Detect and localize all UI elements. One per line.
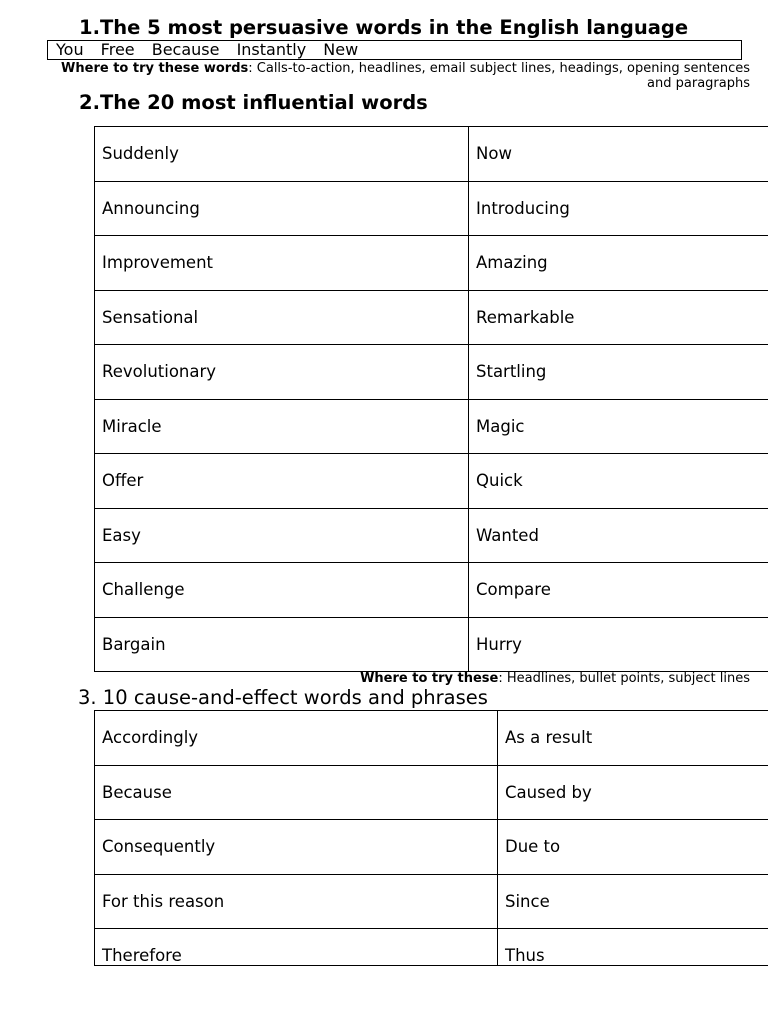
table-row bbox=[95, 345, 768, 400]
table-cell: Consequently bbox=[95, 820, 498, 875]
table-cell: Accordingly bbox=[95, 711, 498, 766]
table-row bbox=[95, 929, 768, 966]
table-row bbox=[95, 765, 768, 820]
table-row bbox=[95, 236, 768, 291]
table-cell: Sensational bbox=[95, 290, 469, 345]
section3-title: 3. 10 cause-and-effect words and phrases bbox=[78, 686, 488, 709]
table-cell: Startling bbox=[469, 345, 768, 400]
table-cell: Improvement bbox=[95, 236, 469, 291]
tip-label: Where to try these bbox=[360, 671, 499, 686]
tip-text: : Headlines, bullet points, subject lines bbox=[498, 671, 750, 686]
tip-text: : Calls-to-action, headlines, email subject lines, headings, opening sentences and paragraphs bbox=[248, 61, 750, 91]
table-cell: Since bbox=[498, 874, 768, 929]
table-cell: Bargain bbox=[95, 617, 469, 672]
persuasive-word: New bbox=[323, 40, 359, 59]
section2-usage-tip bbox=[150, 671, 750, 686]
table-cell: Now bbox=[469, 127, 768, 182]
persuasive-word: Free bbox=[100, 40, 135, 59]
tip-label: Where to try these words bbox=[61, 61, 249, 76]
table-cell: Therefore bbox=[95, 929, 498, 966]
persuasive-word: You bbox=[56, 40, 84, 59]
table-row bbox=[95, 874, 768, 929]
table-cell: Suddenly bbox=[95, 127, 469, 182]
table-cell: Because bbox=[95, 765, 498, 820]
persuasive-word: Instantly bbox=[236, 40, 307, 59]
table-cell: Compare bbox=[469, 563, 768, 618]
table-cell: Challenge bbox=[95, 563, 469, 618]
table-cell: Miracle bbox=[95, 399, 469, 454]
table-row bbox=[95, 181, 768, 236]
table-row bbox=[95, 617, 768, 672]
table-row bbox=[95, 127, 768, 182]
section1-usage-tip bbox=[50, 61, 750, 91]
table-cell: Offer bbox=[95, 454, 469, 509]
cause-effect-table bbox=[94, 710, 768, 966]
persuasive-words-box bbox=[47, 40, 742, 60]
table-row bbox=[95, 399, 768, 454]
table-cell: As a result bbox=[498, 711, 768, 766]
table-cell: Introducing bbox=[469, 181, 768, 236]
table-cell: Quick bbox=[469, 454, 768, 509]
table-cell: Wanted bbox=[469, 508, 768, 563]
table-row bbox=[95, 454, 768, 509]
section1-title: 1.The 5 most persuasive words in the English language bbox=[79, 16, 689, 39]
persuasive-word: Because bbox=[151, 40, 220, 59]
section2-title: 2.The 20 most influential words bbox=[79, 91, 428, 114]
table-row bbox=[95, 711, 768, 766]
table-row bbox=[95, 820, 768, 875]
table-row bbox=[95, 563, 768, 618]
table-cell: Revolutionary bbox=[95, 345, 469, 400]
influential-words-table bbox=[94, 126, 768, 672]
table-cell: Magic bbox=[469, 399, 768, 454]
table-cell: Hurry bbox=[469, 617, 768, 672]
table-cell: Due to bbox=[498, 820, 768, 875]
table-cell: Caused by bbox=[498, 765, 768, 820]
table-cell: For this reason bbox=[95, 874, 498, 929]
table-row bbox=[95, 290, 768, 345]
table-cell: Amazing bbox=[469, 236, 768, 291]
table-cell: Remarkable bbox=[469, 290, 768, 345]
table-cell: Easy bbox=[95, 508, 469, 563]
table-row bbox=[95, 508, 768, 563]
table-cell: Thus bbox=[498, 929, 768, 966]
table-cell: Announcing bbox=[95, 181, 469, 236]
